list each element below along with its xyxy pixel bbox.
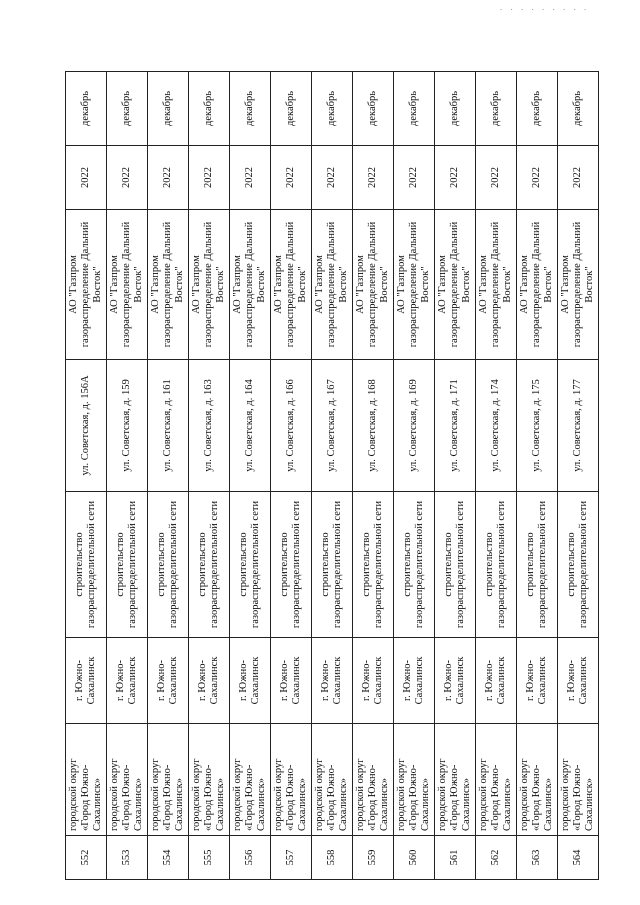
municipality-cell: городской округ «Город Южно-Сахалинск» [230, 724, 271, 836]
work-type-cell: строительство газораспределительной сети [148, 492, 189, 638]
city-cell: г. Южно-Сахалинск [394, 638, 435, 724]
address-cell: ул. Советская, д. 164 [230, 360, 271, 492]
table-row [558, 72, 599, 880]
row-number: 558 [312, 836, 353, 880]
month-cell: декабрь [476, 72, 517, 146]
work-type-cell: строительство газораспределительной сети [107, 492, 148, 638]
work-type-cell: строительство газораспределительной сети [353, 492, 394, 638]
address-cell: ул. Советская, д. 161 [148, 360, 189, 492]
month-cell: декабрь [435, 72, 476, 146]
row-number: 552 [66, 836, 107, 880]
organization-cell: АО "Газпром газораспределение Дальний Восток" [435, 210, 476, 360]
city-cell: г. Южно-Сахалинск [435, 638, 476, 724]
table-row [517, 72, 558, 880]
year-cell: 2022 [353, 146, 394, 210]
table-row [435, 72, 476, 880]
city-cell: г. Южно-Сахалинск [271, 638, 312, 724]
row-number: 563 [517, 836, 558, 880]
table-row [476, 72, 517, 880]
address-cell: ул. Советская, д. 166 [271, 360, 312, 492]
table-body [66, 72, 599, 880]
row-number: 564 [558, 836, 599, 880]
municipality-cell: городской округ «Город Южно-Сахалинск» [435, 724, 476, 836]
year-cell: 2022 [476, 146, 517, 210]
organization-cell: АО "Газпром газораспределение Дальний Восток" [558, 210, 599, 360]
table-row [230, 72, 271, 880]
gasification-table [65, 71, 599, 880]
table-row [107, 72, 148, 880]
city-cell: г. Южно-Сахалинск [353, 638, 394, 724]
organization-cell: АО "Газпром газораспределение Дальний Восток" [271, 210, 312, 360]
municipality-cell: городской округ «Город Южно-Сахалинск» [558, 724, 599, 836]
year-cell: 2022 [230, 146, 271, 210]
work-type-cell: строительство газораспределительной сети [517, 492, 558, 638]
municipality-cell: городской округ «Город Южно-Сахалинск» [517, 724, 558, 836]
table-row [148, 72, 189, 880]
table-row [66, 72, 107, 880]
city-cell: г. Южно-Сахалинск [230, 638, 271, 724]
city-cell: г. Южно-Сахалинск [148, 638, 189, 724]
month-cell: декабрь [353, 72, 394, 146]
address-cell: ул. Советская, д. 169 [394, 360, 435, 492]
city-cell: г. Южно-Сахалинск [476, 638, 517, 724]
organization-cell: АО "Газпром газораспределение Дальний Восток" [189, 210, 230, 360]
year-cell: 2022 [66, 146, 107, 210]
table-row [353, 72, 394, 880]
rotated-table-wrapper [65, 72, 595, 880]
address-cell: ул. Советская, д. 163 [189, 360, 230, 492]
organization-cell: АО "Газпром газораспределение Дальний Восток" [476, 210, 517, 360]
year-cell: 2022 [312, 146, 353, 210]
table-row [189, 72, 230, 880]
address-cell: ул. Советская, д. 174 [476, 360, 517, 492]
year-cell: 2022 [394, 146, 435, 210]
organization-cell: АО "Газпром газораспределение Дальний Восток" [517, 210, 558, 360]
municipality-cell: городской округ «Город Южно-Сахалинск» [66, 724, 107, 836]
month-cell: декабрь [558, 72, 599, 146]
row-number: 556 [230, 836, 271, 880]
organization-cell: АО "Газпром газораспределение Дальний Восток" [107, 210, 148, 360]
city-cell: г. Южно-Сахалинск [189, 638, 230, 724]
year-cell: 2022 [148, 146, 189, 210]
organization-cell: АО "Газпром газораспределение Дальний Восток" [312, 210, 353, 360]
city-cell: г. Южно-Сахалинск [107, 638, 148, 724]
work-type-cell: строительство газораспределительной сети [476, 492, 517, 638]
work-type-cell: строительство газораспределительной сети [312, 492, 353, 638]
year-cell: 2022 [558, 146, 599, 210]
row-number: 557 [271, 836, 312, 880]
row-number: 553 [107, 836, 148, 880]
organization-cell: АО "Газпром газораспределение Дальний Восток" [394, 210, 435, 360]
organization-cell: АО "Газпром газораспределение Дальний Восток" [66, 210, 107, 360]
month-cell: декабрь [312, 72, 353, 146]
table-row [312, 72, 353, 880]
city-cell: г. Южно-Сахалинск [312, 638, 353, 724]
organization-cell: АО "Газпром газораспределение Дальний Восток" [230, 210, 271, 360]
work-type-cell: строительство газораспределительной сети [394, 492, 435, 638]
city-cell: г. Южно-Сахалинск [517, 638, 558, 724]
month-cell: декабрь [394, 72, 435, 146]
municipality-cell: городской округ «Город Южно-Сахалинск» [394, 724, 435, 836]
municipality-cell: городской округ «Город Южно-Сахалинск» [189, 724, 230, 836]
address-cell: ул. Советская, д. 156А [66, 360, 107, 492]
row-number: 559 [353, 836, 394, 880]
year-cell: 2022 [271, 146, 312, 210]
month-cell: декабрь [66, 72, 107, 146]
month-cell: декабрь [107, 72, 148, 146]
work-type-cell: строительство газораспределительной сети [230, 492, 271, 638]
scan-artifact: . . . . . . . . . [500, 2, 590, 12]
row-number: 555 [189, 836, 230, 880]
city-cell: г. Южно-Сахалинск [66, 638, 107, 724]
month-cell: декабрь [148, 72, 189, 146]
row-number: 560 [394, 836, 435, 880]
municipality-cell: городской округ «Город Южно-Сахалинск» [476, 724, 517, 836]
year-cell: 2022 [517, 146, 558, 210]
address-cell: ул. Советская, д. 171 [435, 360, 476, 492]
row-number: 561 [435, 836, 476, 880]
month-cell: декабрь [517, 72, 558, 146]
organization-cell: АО "Газпром газораспределение Дальний Восток" [148, 210, 189, 360]
work-type-cell: строительство газораспределительной сети [189, 492, 230, 638]
municipality-cell: городской округ «Город Южно-Сахалинск» [107, 724, 148, 836]
address-cell: ул. Советская, д. 177 [558, 360, 599, 492]
table-row [394, 72, 435, 880]
year-cell: 2022 [107, 146, 148, 210]
organization-cell: АО "Газпром газораспределение Дальний Восток" [353, 210, 394, 360]
row-number: 554 [148, 836, 189, 880]
work-type-cell: строительство газораспределительной сети [435, 492, 476, 638]
work-type-cell: строительство газораспределительной сети [66, 492, 107, 638]
month-cell: декабрь [230, 72, 271, 146]
row-number: 562 [476, 836, 517, 880]
table-row [271, 72, 312, 880]
work-type-cell: строительство газораспределительной сети [271, 492, 312, 638]
municipality-cell: городской округ «Город Южно-Сахалинск» [148, 724, 189, 836]
address-cell: ул. Советская, д. 168 [353, 360, 394, 492]
year-cell: 2022 [189, 146, 230, 210]
city-cell: г. Южно-Сахалинск [558, 638, 599, 724]
month-cell: декабрь [189, 72, 230, 146]
municipality-cell: городской округ «Город Южно-Сахалинск» [312, 724, 353, 836]
year-cell: 2022 [435, 146, 476, 210]
address-cell: ул. Советская, д. 159 [107, 360, 148, 492]
month-cell: декабрь [271, 72, 312, 146]
municipality-cell: городской округ «Город Южно-Сахалинск» [353, 724, 394, 836]
work-type-cell: строительство газораспределительной сети [558, 492, 599, 638]
municipality-cell: городской округ «Город Южно-Сахалинск» [271, 724, 312, 836]
address-cell: ул. Советская, д. 167 [312, 360, 353, 492]
address-cell: ул. Советская, д. 175 [517, 360, 558, 492]
